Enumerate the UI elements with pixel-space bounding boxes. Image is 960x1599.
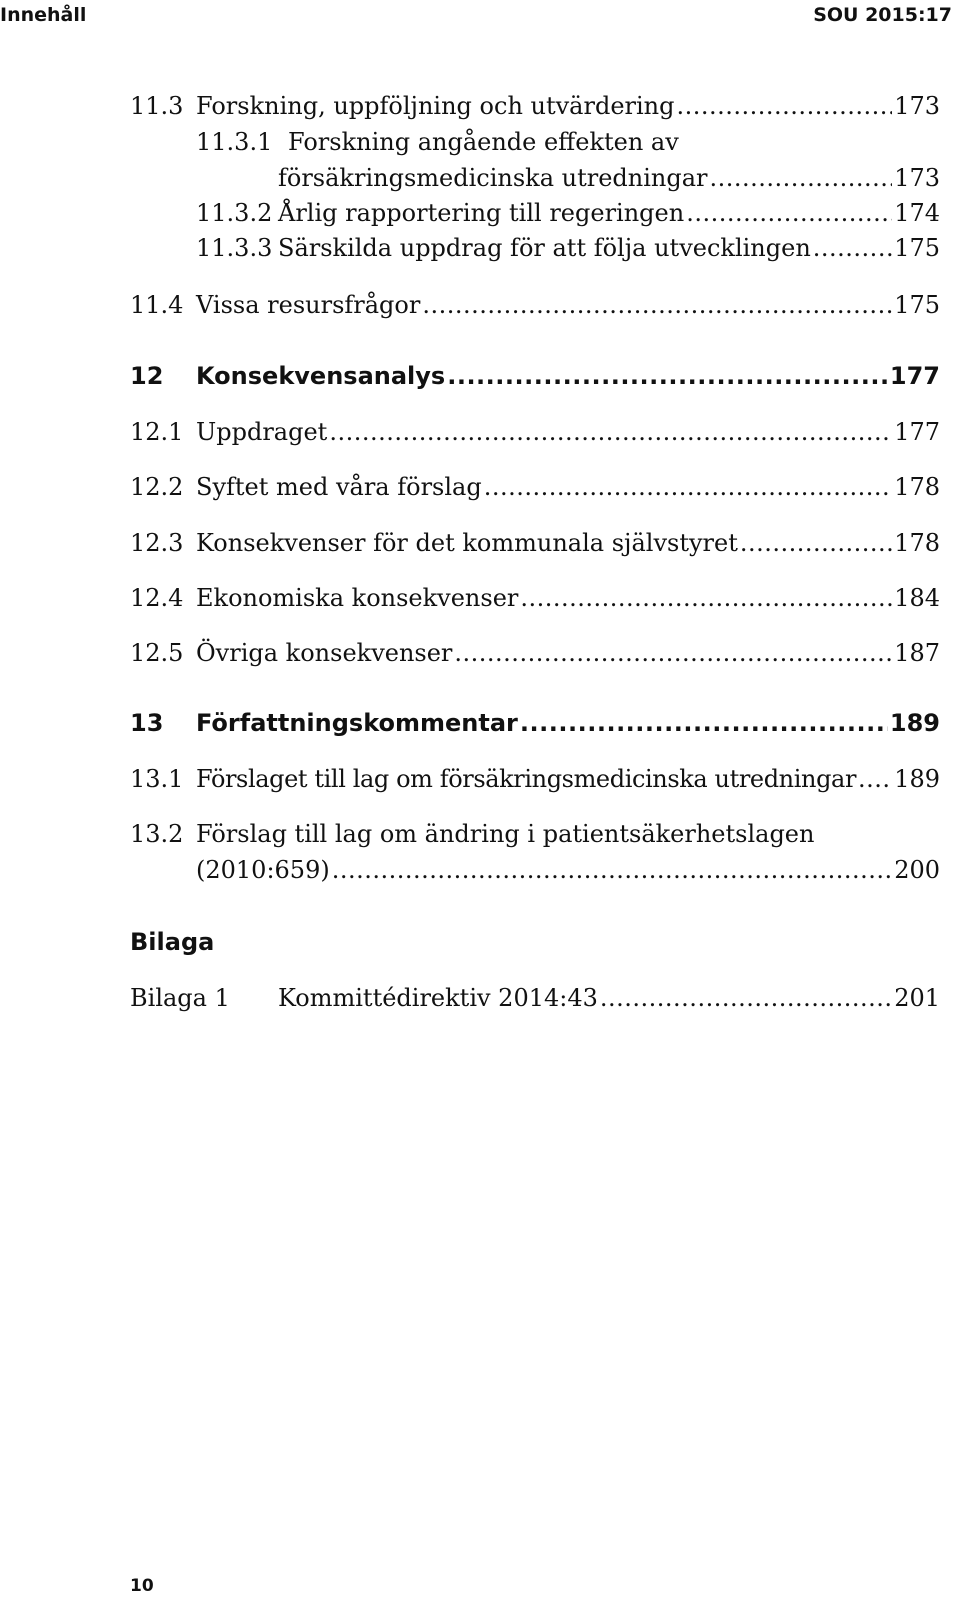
toc-title-line2: försäkringsmedicinska utredningar — [278, 164, 708, 192]
toc-entry-13-1[interactable] — [130, 765, 940, 793]
page-number: 10 — [130, 1576, 154, 1596]
toc-number: 12.5 — [130, 639, 184, 667]
toc-number: Bilaga 1 — [130, 984, 230, 1012]
toc-entry-11-4[interactable] — [130, 291, 940, 319]
toc-title: Forskning, uppföljning och utvärdering — [196, 92, 675, 120]
toc-page: 189 — [894, 765, 940, 793]
toc-leader-dots — [484, 473, 892, 501]
toc-leader-dots — [520, 584, 892, 612]
toc-entry-12[interactable] — [130, 362, 940, 390]
toc-leader-dots — [329, 418, 892, 446]
page-header-left: Innehåll — [0, 4, 87, 26]
toc-title-line2: (2010:659) — [196, 856, 330, 884]
toc-title-line1: Förslag till lag om ändring i patientsäkerhetslagen — [196, 820, 815, 848]
toc-entry-11-3-1[interactable] — [196, 128, 679, 156]
toc-title: Konsekvenser för det kommunala självstyret — [196, 529, 738, 557]
toc-leader-dots — [447, 362, 888, 390]
toc-leader-dots — [454, 639, 892, 667]
toc-title: Kommittédirektiv 2014:43 — [278, 984, 598, 1012]
toc-title: Årlig rapportering till regeringen — [278, 199, 685, 227]
toc-page: 189 — [889, 709, 940, 737]
toc-entry-bilaga-1[interactable] — [130, 984, 940, 1012]
toc-page: 187 — [894, 639, 940, 667]
toc-number: 12 — [130, 362, 164, 390]
toc-title: Syftet med våra förslag — [196, 473, 482, 501]
toc-entry-12-2[interactable] — [130, 473, 940, 501]
toc-entry-12-3[interactable] — [130, 529, 940, 557]
toc-page: 200 — [894, 856, 940, 884]
toc-leader-dots — [740, 529, 892, 557]
toc-number: 11.3.3 — [196, 234, 273, 262]
toc-entry-13-2-cont[interactable] — [196, 856, 940, 884]
toc-page: 173 — [894, 164, 940, 192]
toc-title: Konsekvensanalys — [196, 362, 446, 390]
toc-page: 178 — [894, 529, 940, 557]
toc-page: 177 — [889, 362, 940, 390]
toc-title: Författningskommentar — [196, 709, 518, 737]
toc-number: 13.1 — [130, 765, 184, 793]
toc-number: 12.3 — [130, 529, 184, 557]
toc-leader-dots — [686, 199, 892, 227]
toc-entry-11-3[interactable] — [130, 92, 940, 120]
toc-page: 173 — [894, 92, 940, 120]
toc-title: Förslaget till lag om försäkringsmedicinska utredningar — [196, 765, 857, 793]
toc-entry-11-3-3[interactable] — [196, 234, 940, 262]
toc-leader-dots — [858, 765, 892, 793]
toc-leader-dots — [520, 709, 888, 737]
toc-number: 11.4 — [130, 291, 184, 319]
toc-page: 201 — [894, 984, 940, 1012]
toc-title-line1: Forskning angående effekten av — [287, 128, 679, 156]
toc-leader-dots — [710, 164, 893, 192]
toc-leader-dots — [422, 291, 892, 319]
toc-entry-13[interactable] — [130, 709, 940, 737]
toc-number: 12.2 — [130, 473, 184, 501]
toc-number: 13 — [130, 709, 164, 737]
toc-page: 178 — [894, 473, 940, 501]
toc-entry-12-4[interactable] — [130, 584, 940, 612]
toc-leader-dots — [813, 234, 892, 262]
toc-page: 184 — [894, 584, 940, 612]
toc-page: 175 — [894, 291, 940, 319]
toc-number: 11.3 — [130, 92, 184, 120]
toc-page: 174 — [894, 199, 940, 227]
toc-title: Ekonomiska konsekvenser — [196, 584, 519, 612]
toc-entry-13-2[interactable] — [130, 820, 814, 848]
toc-leader-dots — [332, 856, 892, 884]
bilaga-heading: Bilaga — [130, 928, 215, 956]
toc-entry-11-3-1-cont[interactable] — [278, 164, 940, 192]
toc-leader-dots — [677, 92, 893, 120]
toc-title: Uppdraget — [196, 418, 328, 446]
toc-page: 175 — [894, 234, 940, 262]
toc-entry-12-1[interactable] — [130, 418, 940, 446]
toc-title: Särskilda uppdrag för att följa utvecklingen — [278, 234, 811, 262]
toc-entry-11-3-2[interactable] — [196, 199, 940, 227]
toc-page: 177 — [894, 418, 940, 446]
toc-leader-dots — [600, 984, 892, 1012]
toc-title: Övriga konsekvenser — [196, 639, 453, 667]
toc-entry-12-5[interactable] — [130, 639, 940, 667]
page-header-right: SOU 2015:17 — [813, 4, 952, 26]
toc-number: 12.4 — [130, 584, 184, 612]
toc-number: 12.1 — [130, 418, 184, 446]
toc-title: Vissa resursfrågor — [196, 291, 421, 319]
toc-number: 11.3.2 — [196, 199, 273, 227]
toc-number: 11.3.1 — [196, 128, 273, 156]
toc-number: 13.2 — [130, 820, 184, 848]
